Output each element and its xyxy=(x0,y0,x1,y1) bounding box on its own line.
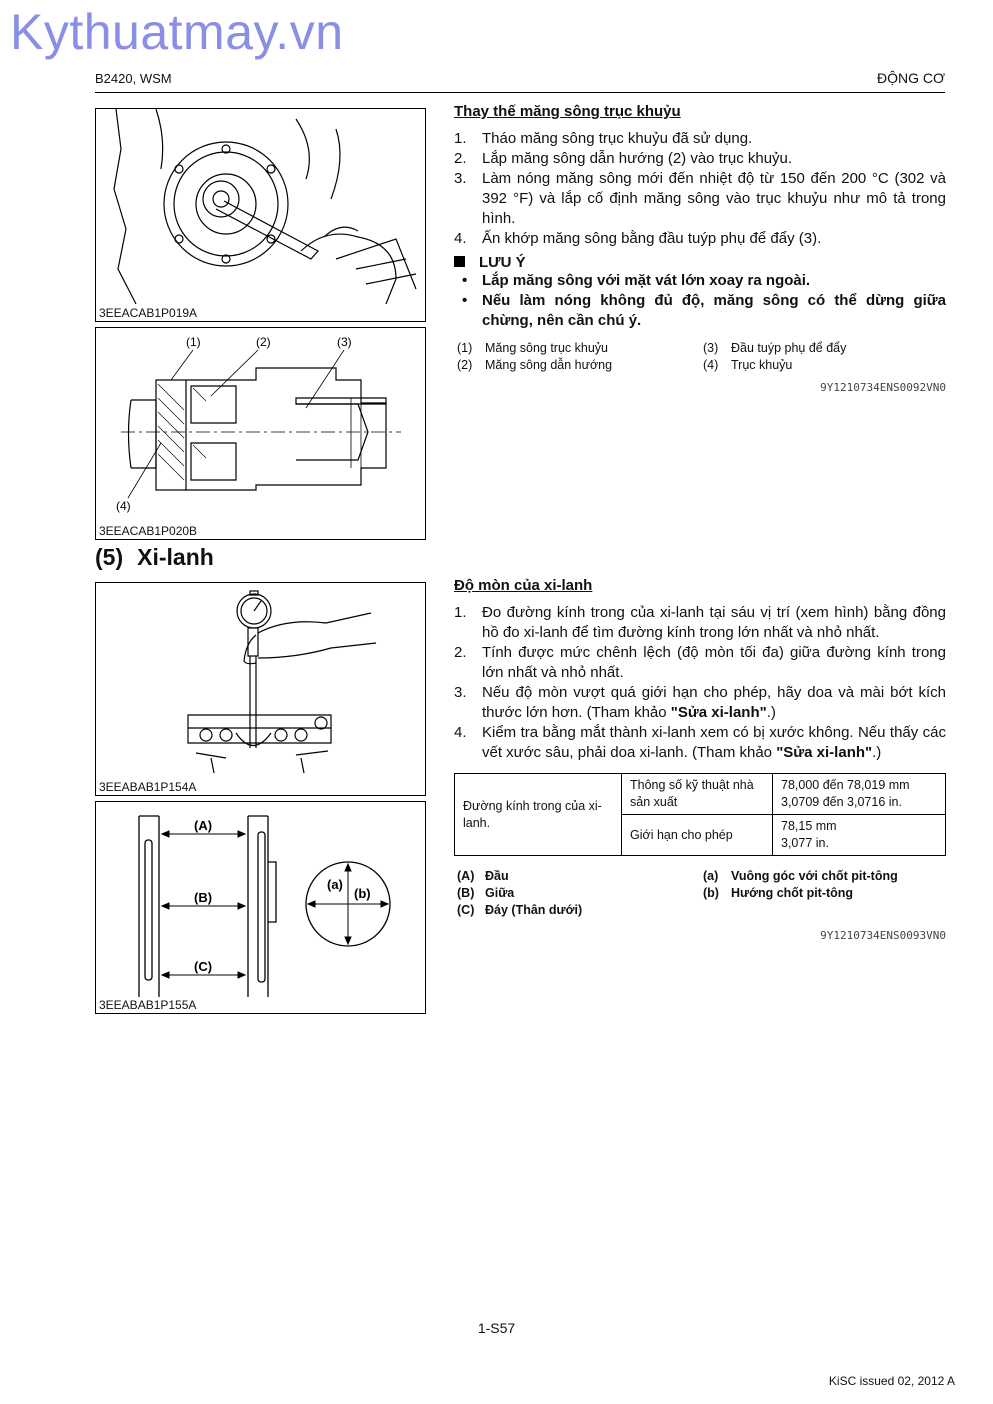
spec-row-value: 78,000 đến 78,019 mm 3,0709 đến 3,0716 in. xyxy=(773,774,946,815)
steps-list xyxy=(454,129,946,249)
legend-item: (4) Trục khuỷu xyxy=(703,358,793,372)
legend-item: (3) Đầu tuýp phụ để đẩy xyxy=(703,341,847,355)
spec-row-label: Giới hạn cho phép xyxy=(622,815,773,856)
figure-code: 3EEABAB1P155A xyxy=(99,998,197,1012)
step-item: 3. Làm nóng măng sông mới đến nhiệt độ từ 150 đến 200 °C (302 và 392 °F) và lắp cố định măng sông vào trục khuỷu như mô tả trong hình. xyxy=(454,170,946,227)
cylinder-gauge-illustration xyxy=(96,583,425,778)
step-item: 4. Kiểm tra bằng mắt thành xi-lanh xem có bị xước không. Nếu thấy các vết xước sâu, phải doa xi-lanh. (Tham khảo "Sửa xi-lanh".) xyxy=(454,724,946,761)
spec-item: Đường kính trong của xi-lanh. xyxy=(455,774,622,856)
figure-sleeve-install xyxy=(95,327,426,540)
header-chapter: ĐỘNG CƠ xyxy=(876,70,945,86)
direction-label-a: (a) xyxy=(327,877,343,892)
sleeve-removal-illustration xyxy=(96,109,425,304)
legend-item: (1) Măng sông trục khuỷu xyxy=(457,341,608,355)
section-heading: (5) Xi-lanh xyxy=(95,544,214,570)
legend-item: (C) Đáy (Thân dưới) xyxy=(457,903,583,917)
figure-code: 3EEACAB1P020B xyxy=(99,524,198,538)
callout-3: (3) xyxy=(337,335,352,349)
position-label-c-upper: (C) xyxy=(194,959,213,974)
note-item: • Lắp măng sông với mặt vát lớn xoay ra ngoài. xyxy=(454,271,946,291)
step-item: 3. Nếu độ mòn vượt quá giới hạn cho phép, hãy doa và mài bớt kích thước lớn hơn. (Tham khảo "Sửa xi-lanh".) xyxy=(454,684,946,721)
figure-code: 3EEACAB1P019A xyxy=(99,306,198,320)
document-reference: 9Y1210734ENS0092VN0 xyxy=(820,381,946,394)
figure-sleeve-removal xyxy=(95,108,426,322)
document-reference: 9Y1210734ENS0093VN0 xyxy=(820,929,946,942)
position-label-b-upper: (B) xyxy=(194,890,213,905)
measurement-positions-diagram xyxy=(96,802,425,997)
callout-2: (2) xyxy=(256,335,271,349)
section-crankshaft-sleeve xyxy=(454,103,946,394)
legend xyxy=(454,868,946,920)
legend xyxy=(454,340,946,376)
steps-list xyxy=(454,603,946,763)
figure-code: 3EEABAB1P154A xyxy=(99,780,197,794)
legend-item: (a) Vuông góc với chốt pit-tông xyxy=(703,869,898,883)
figure-measurement-positions xyxy=(95,801,426,1014)
legend-item: (A) Đầu xyxy=(457,869,509,883)
step-item: 4. Ấn khớp măng sông bằng đầu tuýp phụ để đẩy (3). xyxy=(454,230,822,247)
square-bullet-icon xyxy=(454,256,465,267)
legend-item: (2) Măng sông dẫn hướng xyxy=(457,358,613,372)
header-model: B2420, WSM xyxy=(95,71,172,86)
callout-4: (4) xyxy=(116,499,131,513)
figure-cylinder-gauge xyxy=(95,582,426,796)
legend-item: (B) Giữa xyxy=(457,886,515,900)
note-heading: LƯU Ý xyxy=(454,254,946,271)
position-label-a-upper: (A) xyxy=(194,818,213,833)
spec-row-value: 78,15 mm 3,077 in. xyxy=(773,815,946,856)
step-item: 1. Đo đường kính trong của xi-lanh tại sáu vị trí (xem hình) bằng đồng hồ đo xi-lanh để tìm đường kính trong lớn nhất và nhỏ nhất. xyxy=(454,604,946,641)
step-item: 1. Tháo măng sông trục khuỷu đã sử dụng. xyxy=(454,130,753,147)
spec-table xyxy=(454,773,946,856)
section-title: Thay thế măng sông trục khuỷu xyxy=(454,103,681,120)
spec-row-label: Thông số kỹ thuật nhà sản xuất xyxy=(622,774,773,815)
sleeve-install-diagram xyxy=(96,328,425,523)
page-number: 1-S57 xyxy=(477,1320,516,1336)
note-item: • Nếu làm nóng không đủ độ, măng sông có thể dừng giữa chừng, nên cần chú ý. xyxy=(454,291,946,331)
callout-1: (1) xyxy=(186,335,201,349)
watermark: Kythuatmay.vn xyxy=(10,4,344,60)
legend-item: (b) Hướng chốt pit-tông xyxy=(703,886,854,900)
notes-list xyxy=(454,271,946,331)
step-item: 2. Lắp măng sông dẫn hướng (2) vào trục khuỷu. xyxy=(454,150,793,167)
issue-note: KiSC issued 02, 2012 A xyxy=(828,1374,955,1388)
header-rule xyxy=(95,92,945,93)
step-item: 2. Tính được mức chênh lệch (độ mòn tối đa) giữa đường kính trong lớn nhất và nhỏ nhất. xyxy=(454,644,946,681)
section-cylinder-wear xyxy=(454,577,946,942)
direction-label-b: (b) xyxy=(354,886,371,901)
section-title: Độ mòn của xi-lanh xyxy=(454,577,593,594)
